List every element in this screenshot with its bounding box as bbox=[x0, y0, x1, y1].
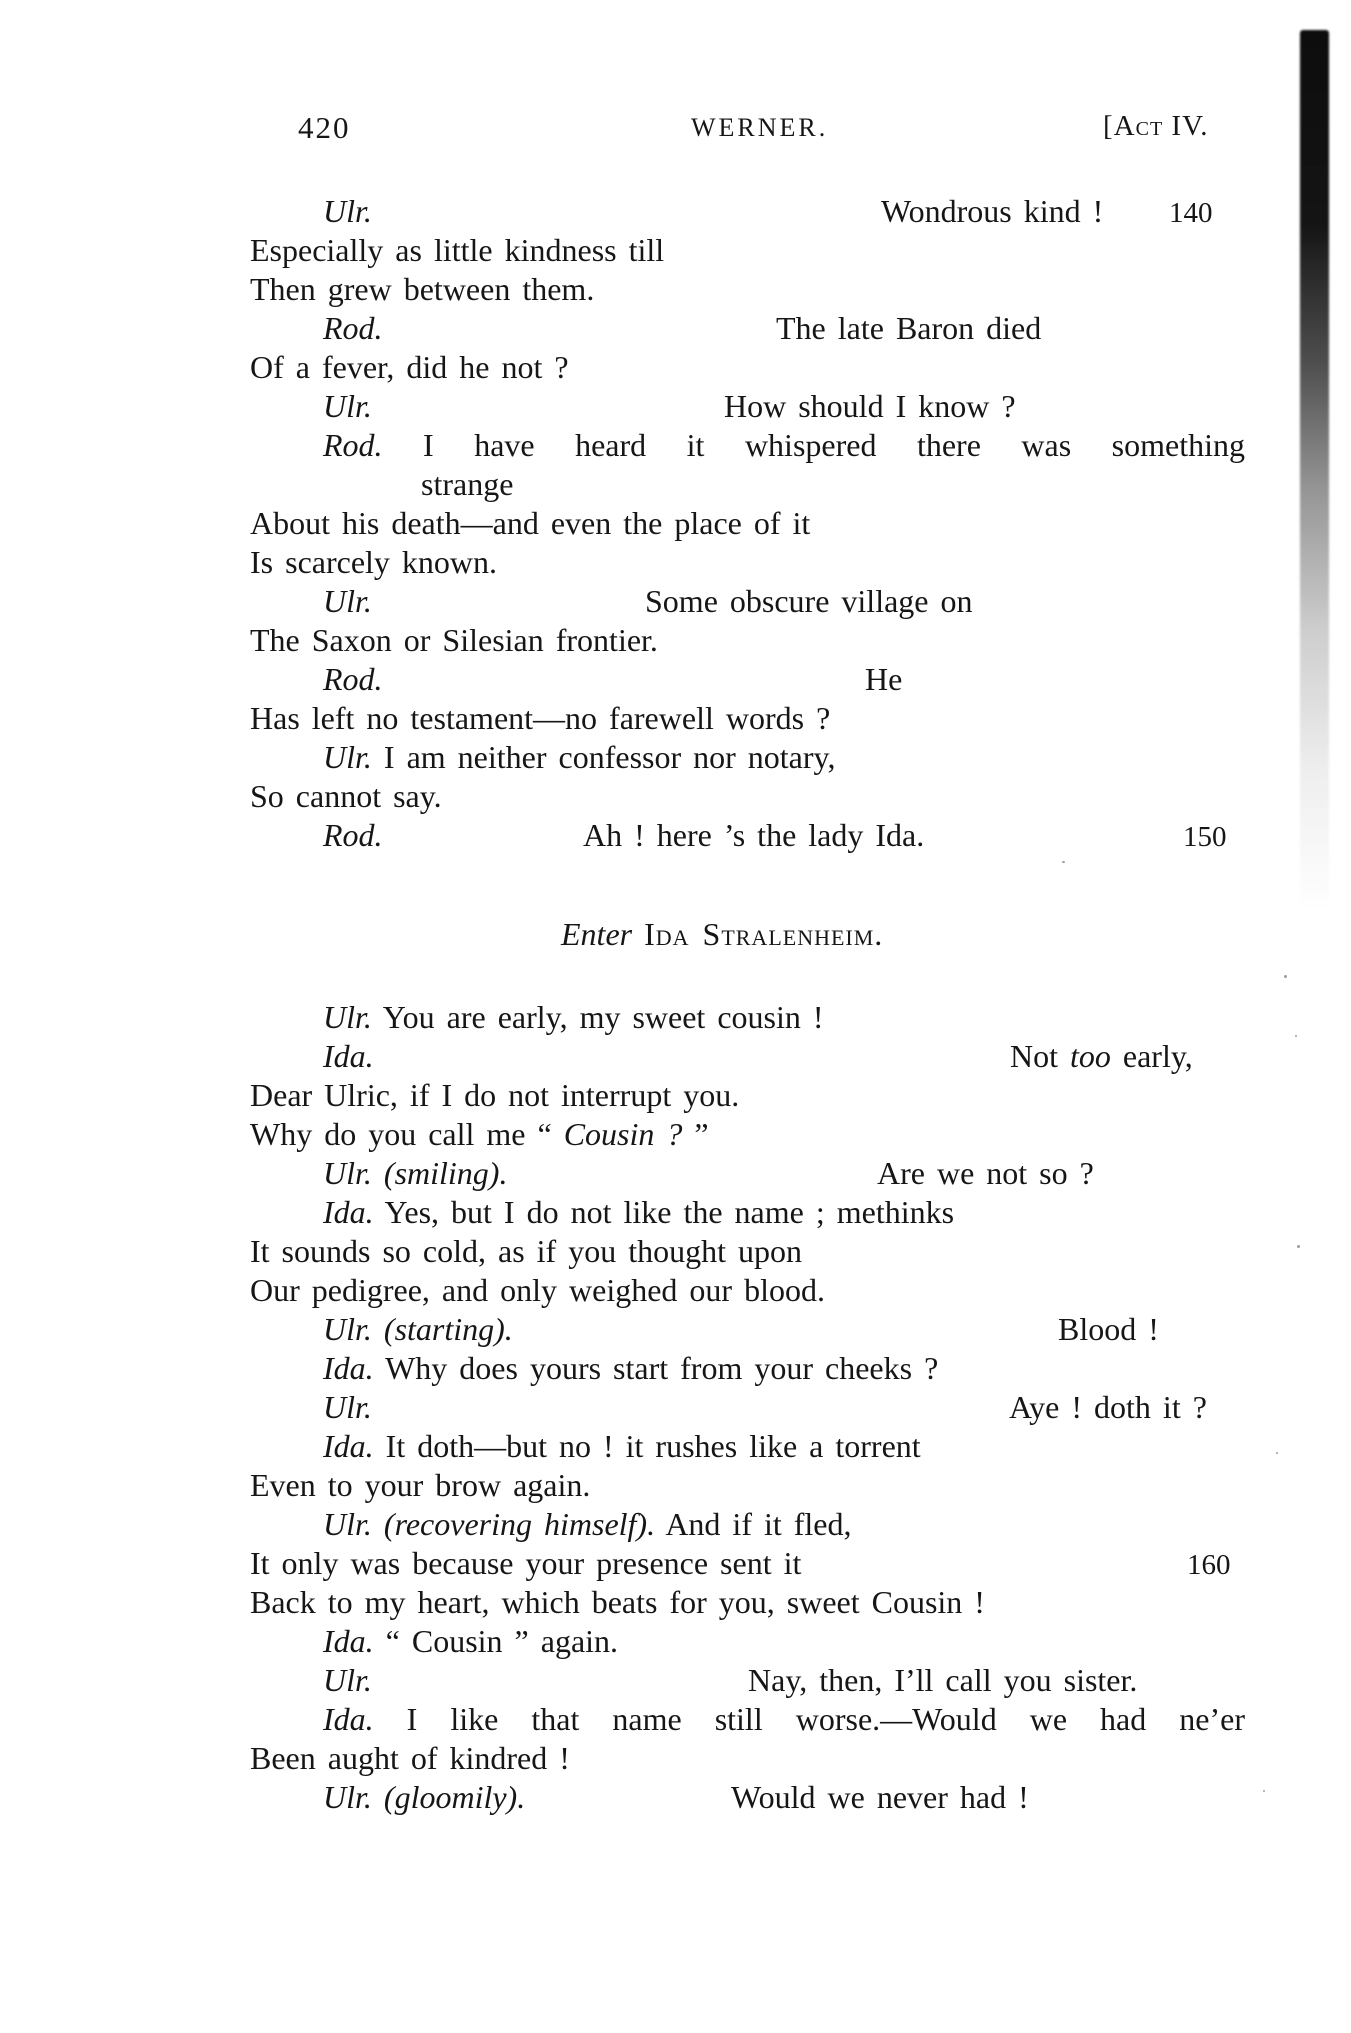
scan-speckle bbox=[1284, 975, 1287, 978]
verse-text: Are we not so ? bbox=[877, 1155, 1094, 1191]
speaker-or-direction: Ulr. bbox=[323, 583, 372, 619]
play-line bbox=[250, 270, 1245, 309]
verse-text: Wondrous kind ! bbox=[881, 193, 1104, 229]
speaker-or-direction: Ida. bbox=[323, 1623, 374, 1659]
speaker-or-direction: Ulr. bbox=[323, 1389, 372, 1425]
play-line bbox=[250, 1466, 1245, 1505]
verse-text: Aye ! doth it ? bbox=[1009, 1389, 1207, 1425]
hemistich bbox=[865, 660, 902, 699]
running-title: WERNER. bbox=[691, 113, 829, 142]
line-number: 160 bbox=[1187, 1549, 1231, 1581]
speaker-or-direction: Ida. bbox=[323, 1194, 374, 1230]
verse-text: Is scarcely known. bbox=[250, 544, 498, 580]
play-line bbox=[250, 582, 1245, 621]
verse-text: You are early, my sweet cousin ! bbox=[371, 999, 824, 1035]
verse-text: Even to your brow again. bbox=[250, 1467, 591, 1503]
speaker-or-direction: Ulr. bbox=[323, 999, 372, 1035]
scan-speckle bbox=[1263, 1790, 1265, 1792]
speaker-or-direction: Ulr. bbox=[323, 193, 372, 229]
scan-speckle bbox=[1062, 861, 1065, 863]
verse-text: Been aught of kindred ! bbox=[250, 1740, 570, 1776]
verse-text bbox=[632, 916, 644, 952]
verse-text: It doth—but no ! it rushes like a torrent bbox=[373, 1428, 921, 1464]
play-line bbox=[250, 816, 1245, 855]
act-label: [Act IV. bbox=[1103, 110, 1209, 142]
play-line bbox=[250, 348, 1245, 387]
verse-text: It sounds so cold, as if you thought upon bbox=[250, 1233, 802, 1269]
verse-text: He bbox=[865, 661, 903, 697]
play-line bbox=[250, 621, 1245, 660]
verse-text: Dear Ulric, if I do not interrupt you. bbox=[250, 1077, 740, 1113]
verse-text: The late Baron died bbox=[776, 310, 1042, 346]
verse-text: I have heard it whispered there was something bbox=[382, 427, 1245, 463]
hemistich bbox=[724, 387, 1016, 426]
speaker-or-direction: Ida. bbox=[323, 1350, 374, 1386]
play-line bbox=[250, 1700, 1245, 1739]
play-line bbox=[250, 1544, 1245, 1583]
verse-text: And if it fled, bbox=[655, 1506, 852, 1542]
verse-text: Would we never had ! bbox=[731, 1779, 1029, 1815]
play-line bbox=[250, 660, 1245, 699]
page-header bbox=[250, 110, 1245, 152]
speaker-or-direction: Rod. bbox=[323, 427, 383, 463]
play-line bbox=[250, 1271, 1245, 1310]
verse-text: “ Cousin ” again. bbox=[373, 1623, 619, 1659]
hemistich bbox=[1009, 1388, 1207, 1427]
verse-text: Our pedigree, and only weighed our blood. bbox=[250, 1272, 825, 1308]
speaker-or-direction: Ida. bbox=[323, 1038, 374, 1074]
play-line bbox=[250, 1076, 1245, 1115]
hemistich bbox=[583, 816, 924, 855]
play-line bbox=[250, 998, 1245, 1037]
verse-text: Nay, then, I’ll call you sister. bbox=[748, 1662, 1138, 1698]
play-line bbox=[250, 1739, 1245, 1778]
verse-text: Has left no testament—no farewell words ? bbox=[250, 700, 831, 736]
hemistich bbox=[776, 309, 1041, 348]
play-line bbox=[250, 309, 1245, 348]
verse-text: I am neither confessor nor notary, bbox=[371, 739, 836, 775]
line-number: 140 bbox=[1169, 197, 1213, 229]
hemistich bbox=[1010, 1037, 1193, 1076]
speaker-or-direction: Ida. bbox=[323, 1701, 374, 1737]
speaker-or-direction: Ulr. bbox=[323, 739, 372, 775]
hemistich bbox=[881, 192, 1103, 231]
speaker-or-direction: Rod. bbox=[323, 817, 383, 853]
hemistich bbox=[748, 1661, 1137, 1700]
character-name-smallcaps: Ida Stralenheim. bbox=[644, 916, 884, 952]
play-line bbox=[250, 699, 1245, 738]
verse-text: Especially as little kindness till bbox=[250, 232, 665, 268]
play-line bbox=[250, 1388, 1245, 1427]
line-number: 150 bbox=[1183, 821, 1227, 853]
play-line bbox=[250, 1310, 1245, 1349]
play-line bbox=[250, 231, 1245, 270]
play-line bbox=[250, 777, 1245, 816]
speaker-or-direction: Ulr. (smiling). bbox=[323, 1155, 508, 1191]
verse-text: Why does yours start from your cheeks ? bbox=[373, 1350, 939, 1386]
play-line bbox=[250, 1193, 1245, 1232]
page-number: 420 bbox=[298, 110, 351, 145]
play-line bbox=[250, 1115, 1245, 1154]
hemistich bbox=[731, 1778, 1029, 1817]
verse-text: Then grew between them. bbox=[250, 271, 595, 307]
verse-text: early, bbox=[1110, 1038, 1193, 1074]
verse-text: Yes, but I do not like the name ; methinks bbox=[373, 1194, 955, 1230]
verse-text: Why do you call me “ bbox=[250, 1116, 564, 1152]
scan-edge-shadow bbox=[1300, 30, 1329, 910]
hemistich bbox=[877, 1154, 1094, 1193]
play-line bbox=[250, 504, 1245, 543]
play-line bbox=[250, 1154, 1245, 1193]
hemistich bbox=[1058, 1310, 1159, 1349]
speaker-or-direction: Ida. bbox=[323, 1428, 374, 1464]
speaker-or-direction: too bbox=[1070, 1038, 1111, 1074]
verse-text: Of a fever, did he not ? bbox=[250, 349, 569, 385]
verse-text: So cannot say. bbox=[250, 778, 442, 814]
speaker-or-direction: Ulr. bbox=[323, 388, 372, 424]
verse-text: strange bbox=[421, 466, 514, 502]
play-line bbox=[250, 1622, 1245, 1661]
play-line bbox=[250, 1505, 1245, 1544]
play-line bbox=[250, 192, 1245, 231]
play-line bbox=[250, 465, 1245, 504]
verse-text: ” bbox=[682, 1116, 709, 1152]
hemistich bbox=[645, 582, 972, 621]
verse-text: Back to my heart, which beats for you, sweet Cousin ! bbox=[250, 1584, 985, 1620]
play-line bbox=[250, 426, 1245, 465]
play-line bbox=[250, 387, 1245, 426]
verse-text: Some obscure village on bbox=[645, 583, 973, 619]
speaker-or-direction: Cousin ? bbox=[563, 1116, 683, 1152]
play-line bbox=[250, 738, 1245, 777]
speaker-or-direction: Rod. bbox=[323, 310, 383, 346]
play-line bbox=[250, 1232, 1245, 1271]
verse-text: Ah ! here ’s the lady Ida. bbox=[583, 817, 925, 853]
scan-speckle bbox=[1276, 1452, 1278, 1454]
speaker-or-direction: Ulr. (starting). bbox=[323, 1311, 513, 1347]
stage-direction bbox=[250, 915, 1245, 954]
speaker-or-direction: Ulr. (gloomily). bbox=[323, 1779, 526, 1815]
play-line bbox=[250, 1583, 1245, 1622]
verse-text-block bbox=[250, 192, 1245, 1817]
verse-text: Not bbox=[1010, 1038, 1070, 1074]
verse-text: The Saxon or Silesian frontier. bbox=[250, 622, 658, 658]
verse-text: It only was because your presence sent it bbox=[250, 1545, 802, 1581]
play-line bbox=[250, 1661, 1245, 1700]
play-line bbox=[250, 1778, 1245, 1817]
verse-text: I like that name still worse.—Would we had ne’er bbox=[373, 1701, 1245, 1737]
scan-speckle bbox=[1297, 1245, 1300, 1248]
verse-text: Blood ! bbox=[1058, 1311, 1159, 1347]
play-line bbox=[250, 543, 1245, 582]
speaker-or-direction: Ulr. (recovering himself). bbox=[323, 1506, 656, 1542]
speaker-or-direction: Enter bbox=[561, 916, 633, 952]
play-line bbox=[250, 1349, 1245, 1388]
play-line bbox=[250, 1427, 1245, 1466]
verse-text: How should I know ? bbox=[724, 388, 1016, 424]
speaker-or-direction: Rod. bbox=[323, 661, 383, 697]
scan-speckle bbox=[1295, 1035, 1297, 1037]
play-line bbox=[250, 1037, 1245, 1076]
verse-text: About his death—and even the place of it bbox=[250, 505, 811, 541]
speaker-or-direction: Ulr. bbox=[323, 1662, 372, 1698]
